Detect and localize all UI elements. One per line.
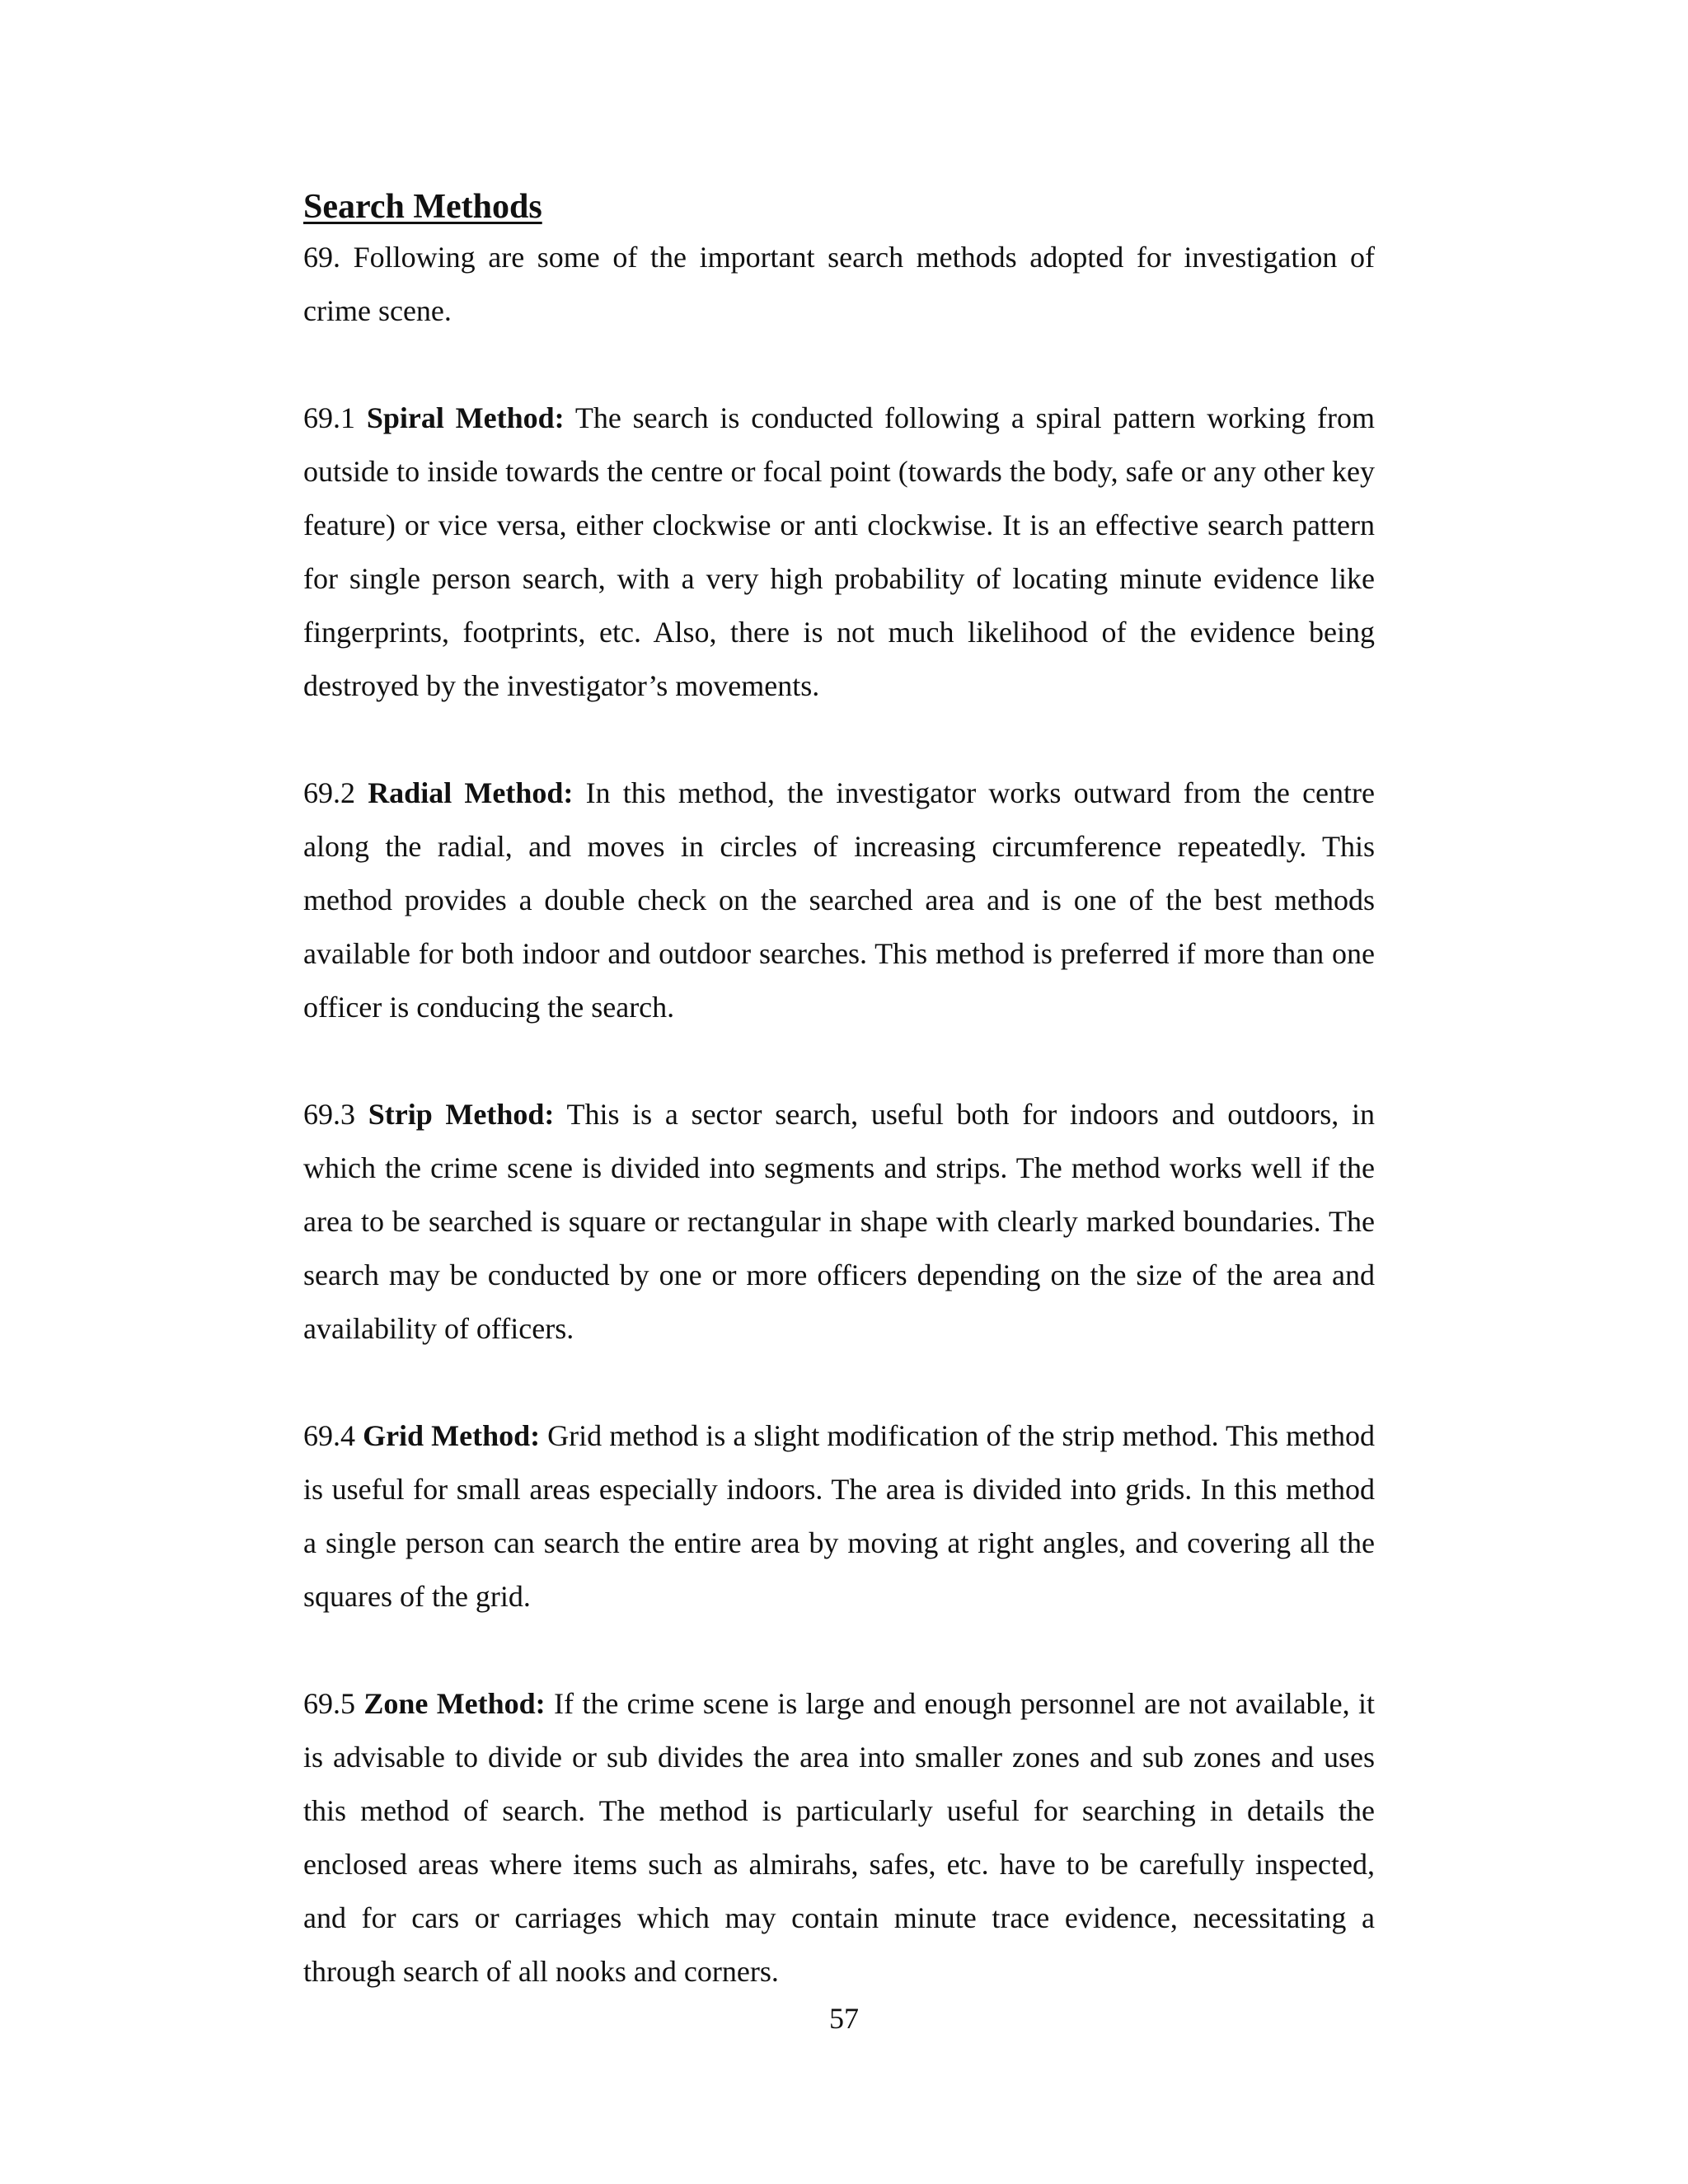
page-number: 57 — [829, 2002, 859, 2035]
paragraph-text: If the crime scene is large and enough personnel are not available, it is advisable to divide or sub divides the area into smaller zones and sub zones and uses this method of search. The method is particularly useful for searching in details the enclosed areas where items such as almirahs, safes, etc. have to be carefully inspected, and for cars or carriages which may contain minute trace evidence, necessitating a through search of all nooks and corners. — [303, 1687, 1375, 1988]
paragraph-radial-method — [303, 766, 1375, 1034]
method-term: Radial Method: — [368, 776, 574, 809]
paragraph-number: 69.3 — [303, 1098, 355, 1131]
method-term: Zone Method: — [363, 1687, 546, 1720]
paragraph-number: 69.5 — [303, 1687, 355, 1720]
section-heading: Search Methods — [303, 188, 542, 226]
paragraph-text: The search is conducted following a spiral pattern working from outside to inside towards the centre or focal point (towards the body, safe or any other key feature) or vice versa, either clockwise or anti clockwise. It is an effective search pattern for single person search, with a very high probability of locating minute evidence like fingerprints, footprints, etc. Also, there is not much likelihood of the evidence being destroyed by the investigator’s movements. — [303, 401, 1375, 702]
paragraph-spiral-method — [303, 391, 1375, 713]
paragraph-text: This is a sector search, useful both for indoors and outdoors, in which the crime scene is divided into segments and strips. The method works well if the area to be searched is square or rectangular in shape with clearly marked boundaries. The search may be conducted by one or more officers depending on the size of the area and availability of officers. — [303, 1098, 1375, 1345]
method-term: Strip Method: — [368, 1098, 555, 1131]
paragraph-zone-method — [303, 1677, 1375, 1999]
intro-paragraph: 69. Following are some of the important search methods adopted for investigation of crime scene. — [303, 241, 1375, 327]
paragraph-number: 69.4 — [303, 1419, 355, 1452]
paragraph-number: 69.1 — [303, 401, 355, 434]
paragraph-text: Grid method is a slight modification of the strip method. This method is useful for small areas especially indoors. The area is divided into grids. In this method a single person can search the entire area by moving at right angles, and covering all the squares of the grid. — [303, 1419, 1376, 1613]
paragraph-text: In this method, the investigator works outward from the centre along the radial, and moves in circles of increasing circumference repeatedly. This method provides a double check on the searched area and is one of the best methods available for both indoor and outdoor searches. This method is preferred if more than one officer is conducing the search. — [303, 776, 1376, 1024]
method-term: Spiral Method: — [366, 401, 565, 434]
paragraph-grid-method — [303, 1409, 1375, 1624]
page-content — [303, 183, 1375, 1999]
paragraph-number: 69.2 — [303, 776, 355, 809]
paragraph-strip-method — [303, 1088, 1375, 1356]
method-term: Grid Method: — [363, 1419, 541, 1452]
